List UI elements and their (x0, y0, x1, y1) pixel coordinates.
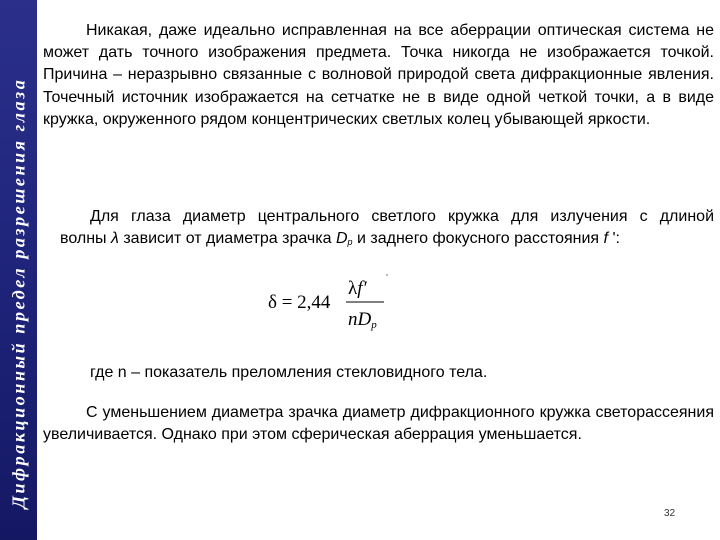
pupil-diameter-symbol (336, 230, 353, 247)
formula-numerator (348, 278, 367, 299)
formula-sub-p: p (371, 319, 377, 331)
formula-dot (386, 274, 388, 276)
formula-lhs: δ = 2,44 (268, 292, 331, 313)
formula-denominator (348, 309, 377, 331)
formula-n: n (348, 309, 358, 330)
sidebar-title: Дифракционный предел разрешения глаза (8, 77, 29, 509)
paragraph-pupil-effect: С уменьшением диаметра зрачка диаметр дифракционного кружка светорассеяния увеличивается. Однако при этом сферическая аберрация уменьшается. (43, 404, 714, 444)
lambda-symbol: λ (111, 230, 119, 248)
text-pupil: зависит от диаметра зрачка (123, 230, 332, 248)
formula (268, 267, 408, 337)
formula-lambda: λ (348, 278, 358, 299)
paragraph-diffraction-intro: Никакая, даже идеально исправленная на все аберрации оптическая система не может дать точного изображения предмета. Точка никогда не изображается точкой. Причина – неразрывно связанные с волновой природой света дифракционные явления. Точечный источник изображается на сетчатке не в виде одной четкой точки, а в виде кружка, окруженного рядом концентрических светлых колец убывающей яркости. (43, 22, 714, 128)
formula-D: D (357, 309, 372, 330)
page-number: 32 (664, 508, 676, 519)
pupil-diameter-sub: p (347, 237, 353, 248)
sidebar (0, 0, 37, 540)
text-focal: и заднего фокусного расстояния (357, 230, 600, 248)
text-focal-end: ': (612, 230, 620, 248)
paragraph-line-2 (43, 228, 714, 253)
pupil-diameter-main: D (335, 230, 348, 248)
paragraph-eye-diameter (43, 206, 714, 253)
paragraph-line-1: Для глаза диаметр центрального светлого кружка для излучения с длиной (90, 208, 714, 225)
focal-length-symbol: f (603, 230, 608, 248)
paragraph-refractive-index: где n – показатель преломления стекловидного тела. (90, 364, 488, 381)
formula-f: f′ (357, 278, 367, 299)
text-wave: волны (60, 230, 107, 248)
